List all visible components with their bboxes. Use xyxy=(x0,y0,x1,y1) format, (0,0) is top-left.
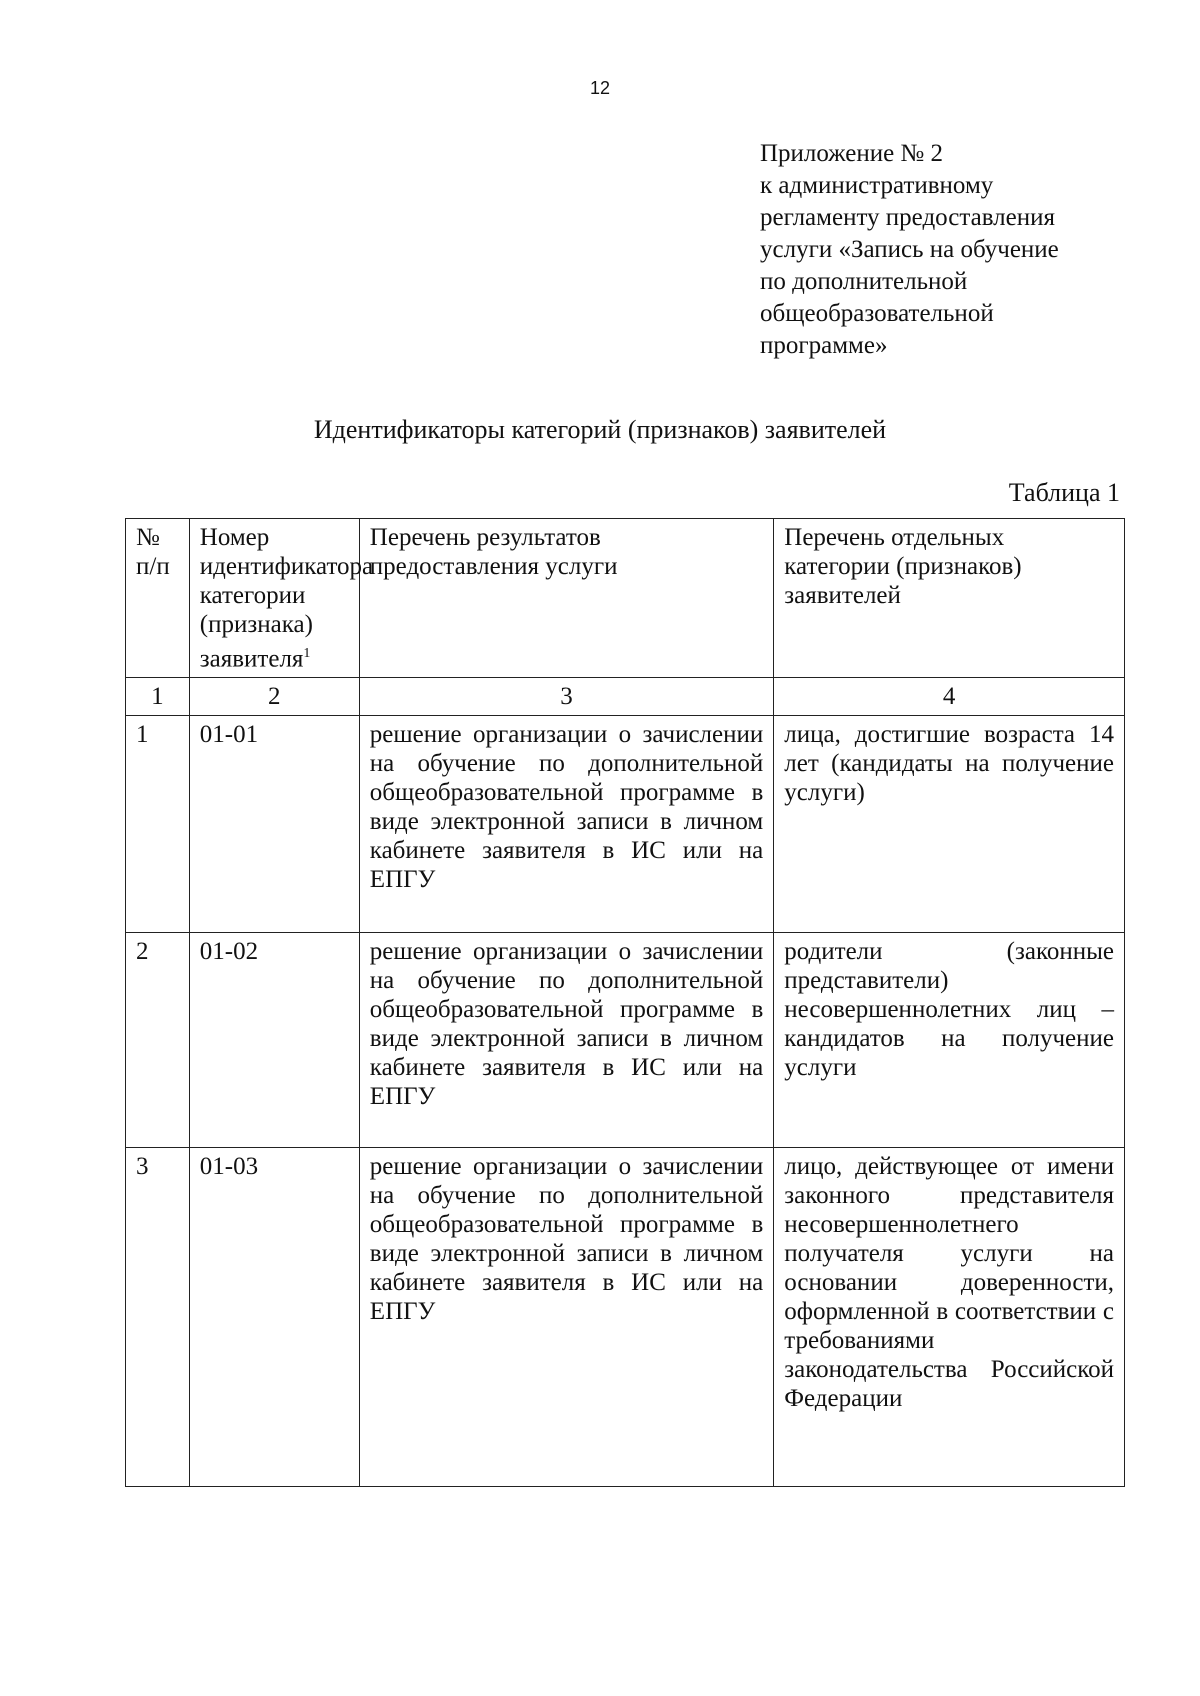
row-category: лицо, действующее от имени законного представителя несовершеннолетнего получателя услуги на основании доверенности, оформленной в соответствии с требованиями законодательства Российской Федерации xyxy=(774,1148,1125,1487)
appendix-line: услуги «Запись на обучение xyxy=(760,236,1059,263)
row-identifier: 01-02 xyxy=(189,933,359,1148)
row-number: 3 xyxy=(126,1148,190,1487)
row-number: 1 xyxy=(126,716,190,933)
row-identifier: 01-01 xyxy=(189,716,359,933)
document-title: Идентификаторы категорий (признаков) заявителей xyxy=(313,415,887,444)
row-number: 2 xyxy=(126,933,190,1148)
footnote-marker: 1 xyxy=(303,646,311,661)
row-category: родители (законные представители) несовершеннолетних лиц – кандидатов на получение услуги xyxy=(774,933,1125,1148)
header-results-label: Перечень результатов предоставления услуги xyxy=(369,524,618,580)
applicant-categories-table xyxy=(125,518,1125,1487)
column-number: 1 xyxy=(126,678,190,716)
header-number-label: № п/п xyxy=(136,524,170,580)
appendix-line: общеобразовательной xyxy=(760,300,994,327)
page-number: 12 xyxy=(589,78,611,98)
table-row xyxy=(126,933,1125,1148)
header-categories-label: Перечень отдельных категории (признаков) заявителей xyxy=(784,524,1022,609)
appendix-line: Приложение № 2 xyxy=(760,140,944,167)
column-number: 2 xyxy=(189,678,359,716)
row-result: решение организации о зачислении на обучение по дополнительной общеобразовательной программе в виде электронной записи в личном кабинете заявителя в ИС или на ЕПГУ xyxy=(359,716,773,933)
table-row xyxy=(126,716,1125,933)
table-header-row xyxy=(126,519,1125,678)
row-result: решение организации о зачислении на обучение по дополнительной общеобразовательной программе в виде электронной записи в личном кабинете заявителя в ИС или на ЕПГУ xyxy=(359,933,773,1148)
header-categories xyxy=(774,519,1125,678)
header-results xyxy=(359,519,773,678)
header-identifier-label: Номер идентификатора категории (признака) заявителя xyxy=(199,524,374,673)
row-identifier: 01-03 xyxy=(189,1148,359,1487)
row-result: решение организации о зачислении на обучение по дополнительной общеобразовательной программе в виде электронной записи в личном кабинете заявителя в ИС или на ЕПГУ xyxy=(359,1148,773,1487)
table-row xyxy=(126,1148,1125,1487)
row-category: лица, достигшие возраста 14 лет (кандидаты на получение услуги) xyxy=(774,716,1125,933)
appendix-line: программе» xyxy=(760,332,888,359)
header-identifier xyxy=(189,519,374,678)
table-caption: Таблица 1 xyxy=(1008,478,1120,507)
appendix-line: по дополнительной xyxy=(760,268,968,295)
column-number-row xyxy=(126,678,1125,716)
appendix-block xyxy=(760,138,1160,362)
appendix-line: к административному xyxy=(760,172,994,199)
column-number: 3 xyxy=(359,678,773,716)
column-number: 4 xyxy=(774,678,1125,716)
header-number xyxy=(126,519,190,678)
appendix-line: регламенту предоставления xyxy=(760,204,1056,231)
